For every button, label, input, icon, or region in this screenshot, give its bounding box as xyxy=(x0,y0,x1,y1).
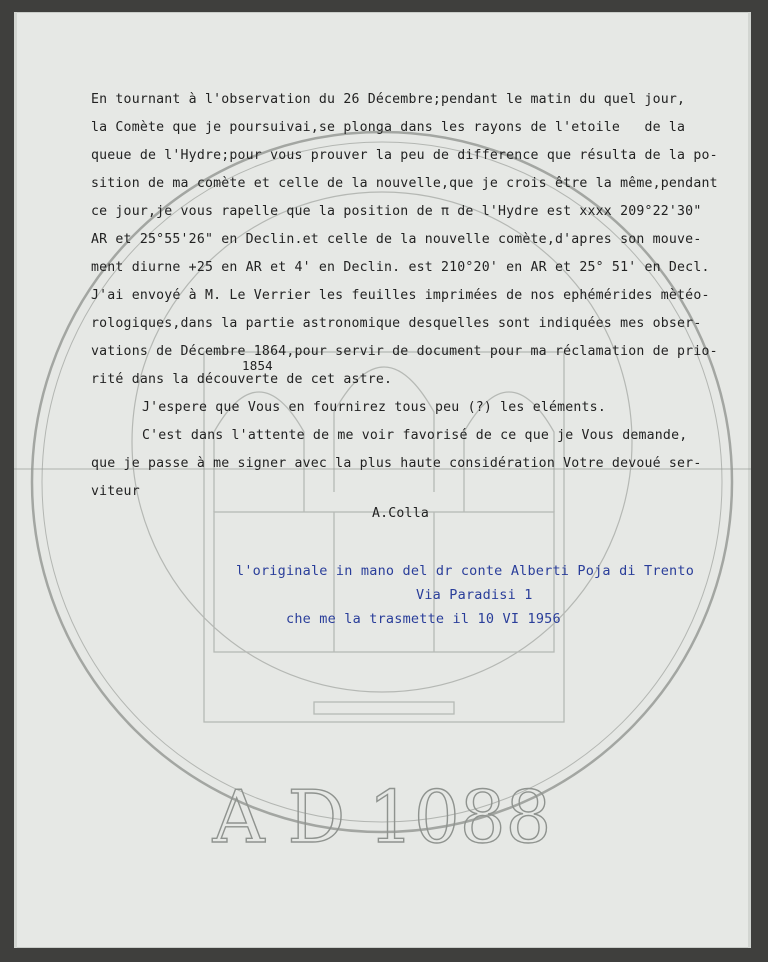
letter-line-10: vations de Décembre 1864,pour servir de document pour ma réclamation de prio- xyxy=(91,344,718,359)
letter-line-2: la Comète que je poursuivai,se plonga dans les rayons de l'etoile de la xyxy=(91,120,686,135)
letter-line-3: queue de l'Hydre;pour vous prouver la peu de difference que résulta de la po- xyxy=(91,148,718,163)
letter-line-15: viteur xyxy=(91,484,140,499)
letter-line-7: ment diurne +25 en AR et 4' en Declin. est 210°20' en AR et 25° 51' en Decl. xyxy=(91,260,710,275)
letter-line-12: J'espere que Vous en fournirez tous peu (?) les eléments. xyxy=(142,400,606,415)
letter-line-8: J'ai envoyé à M. Le Verrier les feuilles imprimées de nos ephémérides mètéo- xyxy=(91,288,710,303)
letter-line-14: que je passe à me signer avec la plus haute considération Votre devoué ser- xyxy=(91,456,702,471)
document-page xyxy=(14,12,751,948)
letter-line-6: AR et 25°55'26" en Declin.et celle de la nouvelle comète,d'apres son mouve- xyxy=(91,232,702,247)
letter-line-9: rologiques,dans la partie astronomique desquelles sont indiquées mes obser- xyxy=(91,316,702,331)
letter-line-1: En tournant à l'observation du 26 Décembre;pendant le matin du quel jour, xyxy=(91,92,686,107)
letter-line-13: C'est dans l'attente de me voir favorisé de ce que je Vous demande, xyxy=(142,428,688,443)
letter-line-11: rité dans la découverte de cet astre. xyxy=(91,372,393,387)
letter-line-4: sition de ma comète et celle de la nouvelle,que je crois être la même,pendant xyxy=(91,176,718,191)
handwritten-correction: 1854 xyxy=(242,358,273,373)
archive-note-line-1: l'originale in mano del dr conte Alberti Poja di Trento xyxy=(236,563,695,579)
signature: A.Colla xyxy=(372,506,429,521)
seal-date-text: A D 1088 xyxy=(212,775,552,859)
archive-note-line-3: che me la trasmette il 10 VI 1956 xyxy=(286,611,561,627)
archive-note-line-2: Via Paradisi 1 xyxy=(416,587,533,603)
letter-line-5: ce jour,je vous rapelle que la position de π de l'Hydre est xxxx 209°22'30" xyxy=(91,204,702,219)
